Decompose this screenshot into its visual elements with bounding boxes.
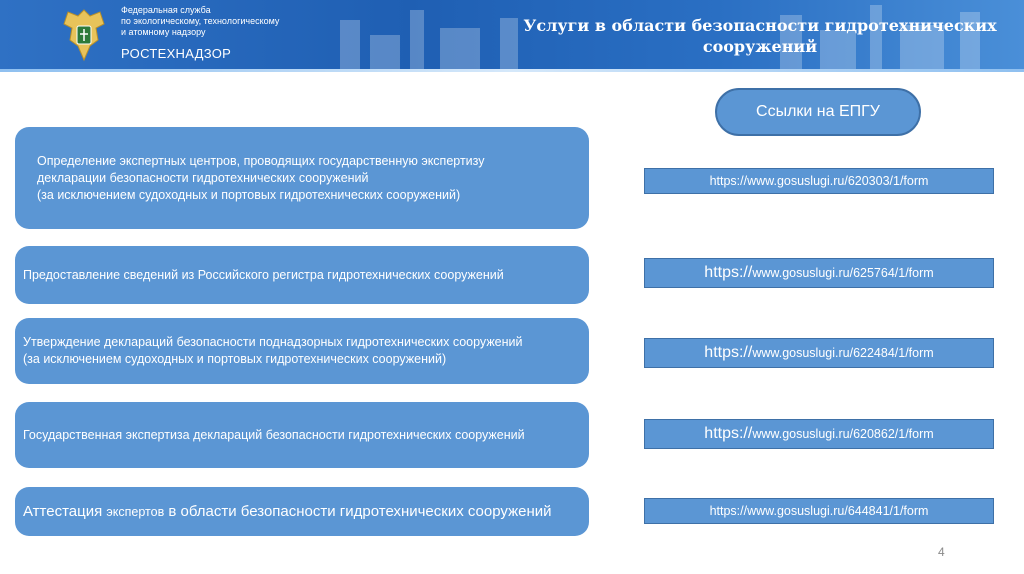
header-banner [0, 0, 1024, 72]
link-prefix: https:// [704, 264, 753, 281]
service-text-line: Государственная экспертиза деклараций безопасности гидротехнических сооружений [23, 428, 525, 442]
service-text-line: Предоставление сведений из Российского регистра гидротехнических сооружений [23, 268, 504, 282]
link-url: https://www.gosuslugi.ru/620303/1/form [709, 174, 929, 188]
epgu-links-label: Ссылки на ЕПГУ [715, 88, 921, 136]
service-text-line: декларации безопасности гидротехнических сооружений [37, 170, 369, 185]
page-title [500, 15, 1020, 57]
title-line: сооружений [702, 37, 818, 56]
title-line: Услуги в области безопасности гидротехнических [523, 16, 997, 35]
service-registry-info [15, 246, 589, 304]
service-text-part: в области безопасности гидротехнических сооружений [164, 503, 552, 520]
org-short-name: РОСТЕХНАДЗОР [121, 46, 232, 61]
service-declaration-approval [15, 318, 589, 384]
coat-of-arms-icon [60, 6, 108, 64]
link-620303[interactable] [644, 168, 994, 194]
link-url: https://www.gosuslugi.ru/644841/1/form [709, 504, 929, 518]
service-text-line: (за исключением судоходных и портовых гидротехнических сооружений) [37, 187, 461, 202]
service-expert-attestation [15, 487, 589, 536]
service-state-expertise [15, 402, 589, 468]
link-620862[interactable] [644, 419, 994, 449]
header-divider [0, 69, 1024, 72]
service-text-line: Определение экспертных центров, проводящих государственную экспертизу [37, 153, 485, 168]
link-622484[interactable] [644, 338, 994, 368]
link-url: www.gosuslugi.ru/622484/1/form [752, 346, 934, 360]
page-number: 4 [938, 545, 945, 559]
org-line: по экологическому, технологическому [121, 16, 280, 26]
service-text-line: Утверждение деклараций безопасности поднадзорных гидротехнических сооружений [23, 335, 523, 349]
org-line: и атомному надзору [121, 27, 206, 37]
service-text-part: Аттестация [23, 503, 107, 520]
link-644841[interactable] [644, 498, 994, 524]
service-text-line: (за исключением судоходных и портовых гидротехнических сооружений) [23, 352, 447, 366]
org-full-name [121, 5, 279, 38]
link-prefix: https:// [704, 425, 753, 442]
org-line: Федеральная служба [121, 5, 211, 15]
link-url: www.gosuslugi.ru/620862/1/form [752, 427, 934, 441]
link-prefix: https:// [704, 344, 753, 361]
service-expert-centers [15, 127, 589, 229]
link-625764[interactable] [644, 258, 994, 288]
service-text-part: экспертов [106, 505, 165, 519]
link-url: www.gosuslugi.ru/625764/1/form [752, 266, 934, 280]
